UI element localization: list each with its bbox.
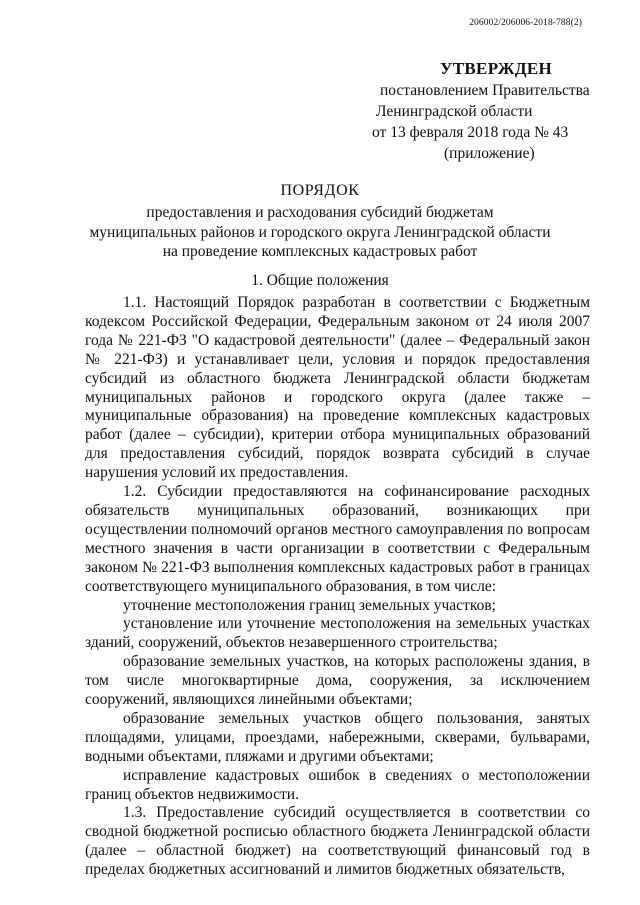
- approval-line-date: от 13 февраля 2018 года № 43: [372, 124, 569, 141]
- approval-line-region: Ленинградской области: [376, 103, 533, 120]
- document-subtitle-line: предоставления и расходования субсидий бюджетам: [146, 204, 494, 221]
- approval-line-appendix: (приложение): [444, 145, 535, 162]
- document-body: [85, 294, 590, 880]
- paragraph-1-2: 1.2. Субсидии предоставляются на софинансирование расходных обязательств муниципальных образований, возникающих при осуществлении полномочий органов местного самоуправления по вопросам местного значения в части организации в соответствии с Федеральным законом № 221-ФЗ выполнения комплексных кадастровых работ в границах соответствующего муниципального образования, в том числе:: [85, 483, 590, 595]
- document-subtitle: [0, 203, 640, 262]
- paragraph-1-3: 1.3. Предоставление субсидий осуществляется в соответствии со сводной бюджетной росписью областного бюджета Ленинградской области (далее – областной бюджет) на соответствующий финансовый год в пределах бюджетных ассигнований и лимитов бюджетных обязательств,: [85, 804, 590, 879]
- list-item: исправление кадастровых ошибок в сведениях о местоположении границ объектов недвижимости.: [85, 766, 590, 803]
- document-registration-code: 206002/206006-2018-788(2): [469, 18, 582, 28]
- approval-block: [372, 58, 590, 164]
- document-title: ПОРЯДОК: [280, 182, 360, 199]
- document-subtitle-line: на проведение комплексных кадастровых работ: [162, 243, 478, 260]
- list-item: образование земельных участков общего пользования, занятых площадями, улицами, проездами, набережными, скверами, бульварами, водными объектами, пляжами и другими объектами;: [85, 709, 590, 765]
- list-item: уточнение местоположения границ земельных участков;: [123, 596, 496, 614]
- approval-title: УТВЕРЖДЕН: [440, 59, 553, 78]
- approval-line-resolution: постановлением Правительства: [380, 82, 590, 99]
- list-item: установление или уточнение местоположения на земельных участках зданий, сооружений, объектов незавершенного строительства;: [85, 615, 590, 652]
- document-subtitle-line: муниципальных районов и городского округа Ленинградской области: [89, 223, 551, 241]
- section-heading: 1. Общие положения: [251, 272, 389, 289]
- list-item: образование земельных участков, на которых расположены здания, в том числе многоквартирные дома, сооружения, за исключением сооружений, являющихся линейными объектами;: [85, 653, 590, 709]
- paragraph-1-1: 1.1. Настоящий Порядок разработан в соответствии с Бюджетным кодексом Российской Федерации, Федеральным законом от 24 июля 2007 года № 221-ФЗ "О кадастровой деятельности" (далее – Федеральный закон № 221-ФЗ) и устанавливает цели, условия и порядок предоставления субсидий из областного бюджета Ленинградской области бюджетам муниципальных районов и городского округа (далее также – муниципальные образования) на проведение комплексных кадастровых работ (далее – субсидии), критерии отбора муниципальных образований для предоставления субсидий, порядок возврата субсидий в случае нарушения условий их предоставления.: [85, 294, 590, 482]
